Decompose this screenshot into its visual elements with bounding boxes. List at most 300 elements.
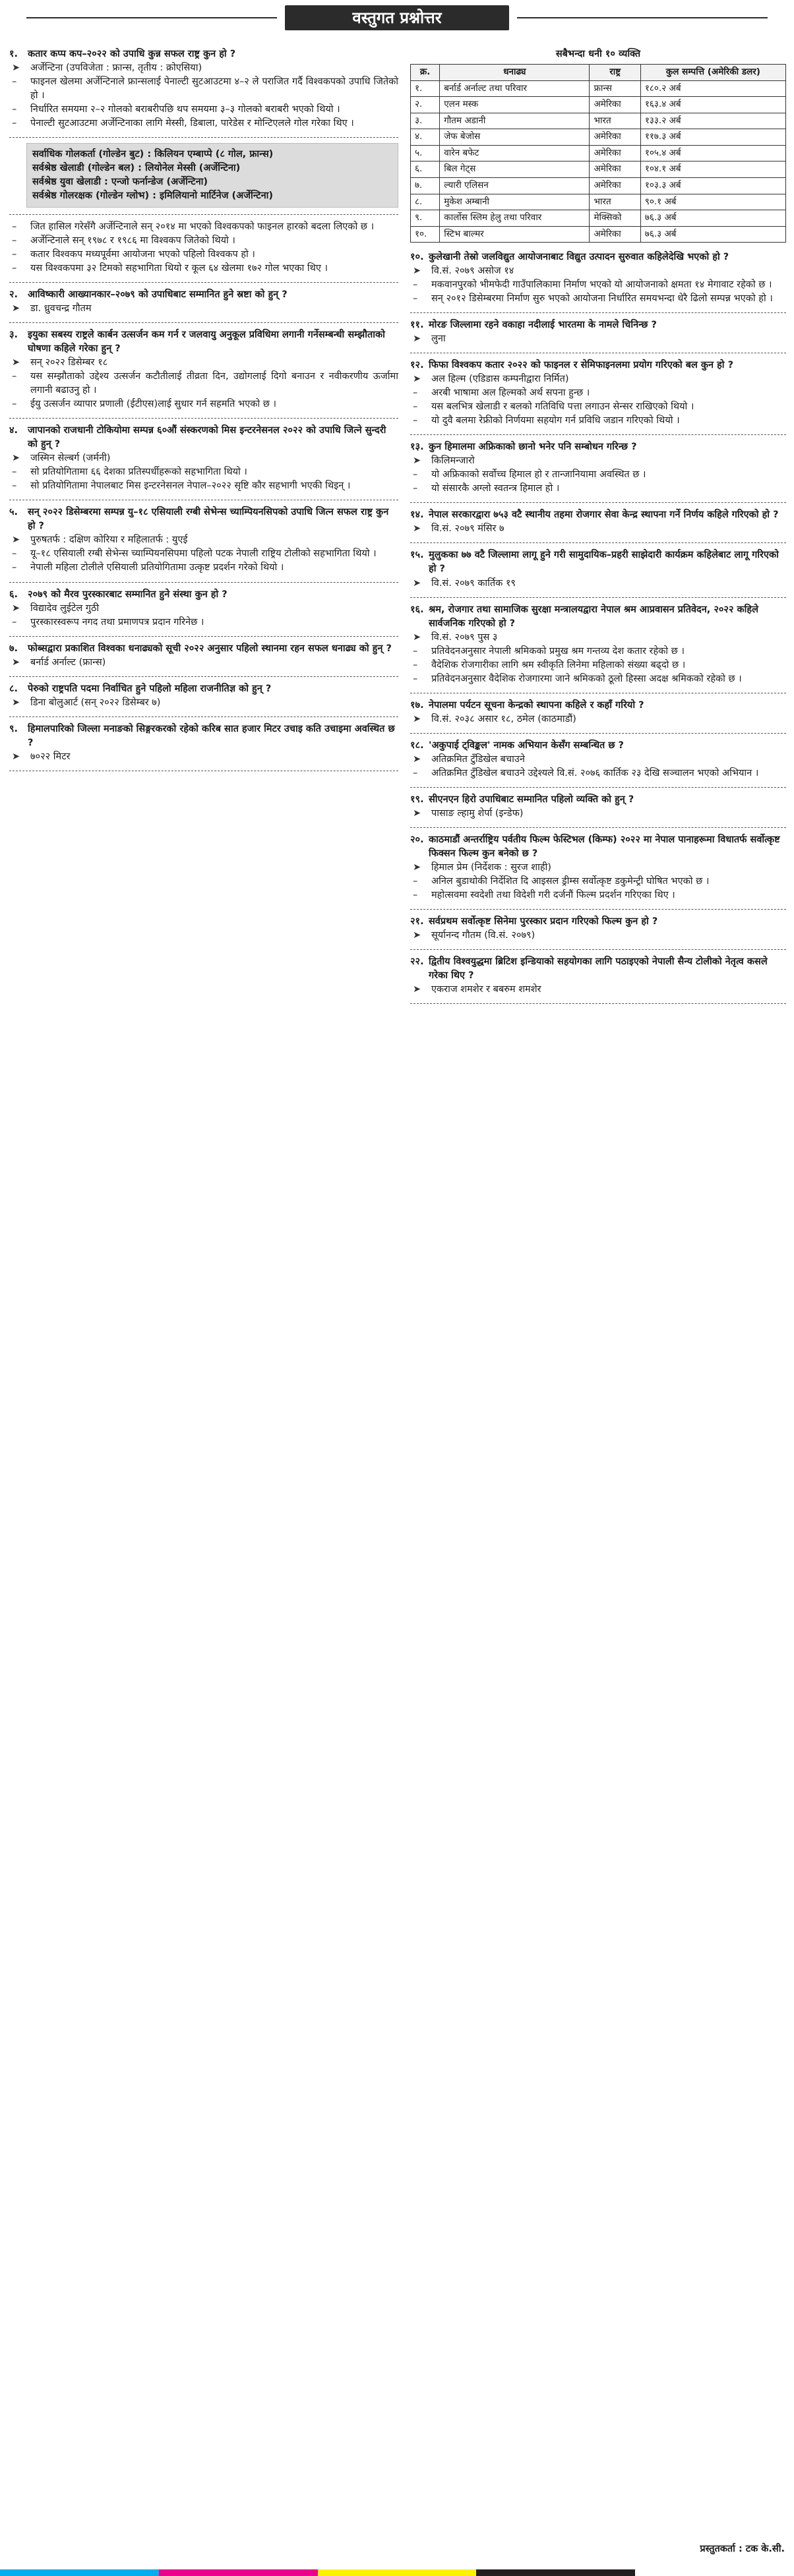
table-cell: ३. — [411, 113, 440, 129]
table-cell: १०५.४ अर्ब — [640, 145, 785, 161]
question — [9, 722, 398, 750]
bullet-text: यो दुवै बलमा रेफ्रीको निर्णयमा सहयोग गर्न प्रविधि जडान गरिएको थियो । — [431, 415, 680, 426]
table-cell: बर्नार्ड अर्नाल्ट तथा परिवार — [440, 80, 590, 97]
table-cell: अमेरिका — [590, 129, 640, 146]
question-number: १४. — [410, 510, 424, 521]
answer-text: पासाङ ल्हामु शेर्पा (इन्डेफ) — [431, 807, 524, 819]
bullet-text: कतार विश्वकप मध्यपूर्वमा आयोजना भएको पहिलो विश्वकप हो । — [30, 249, 255, 260]
bullet-icon: – — [12, 104, 17, 115]
answer-arrow-icon: ➤ — [413, 334, 421, 345]
table-cell: कार्लोस स्लिम हेलु तथा परिवार — [440, 210, 590, 227]
table-cell: बिल गेट्स — [440, 161, 590, 178]
question-number: ३. — [9, 330, 18, 341]
qa-block — [9, 143, 398, 208]
table-cell: भारत — [590, 194, 640, 210]
answer-text: किलिमन्जारो — [431, 455, 475, 467]
question — [410, 915, 786, 929]
bullet-text: फाइनल खेलमा अर्जेन्टिनाले फ्रान्सलाई पेनाल्टी सुटआउटमा ४–२ ले पराजित गर्दै विश्वकपको उपाधि जितेको हो । — [30, 76, 398, 102]
question-text: कुलेखानी तेस्रो जलविद्युत आयोजनाबाट विद्युत उत्पादन सुरुवात कहिलेदेखि भएको हो ? — [429, 252, 729, 263]
bullet-icon: – — [413, 388, 418, 399]
qa-block — [410, 833, 786, 902]
table-header: राष्ट्र — [590, 65, 640, 81]
table-row — [411, 194, 786, 210]
bullet-text: यस विश्वकपमा ३२ टिमको सहभागिता थियो र कूल ६४ खेलमा १७२ गोल भएका थिए । — [30, 263, 328, 274]
question-text: जापानको राजधानी टोकियोमा सम्पन्न ६०औं संस्करणको मिस इन्टरनेसनल २०२२ को उपाधि जित्ने सुन्दरी को हुन् ? — [28, 425, 386, 450]
table-row — [411, 177, 786, 194]
question — [410, 359, 786, 372]
page-title: वस्तुगत प्रश्नोत्तर — [285, 5, 509, 30]
answer-arrow-icon: ➤ — [12, 751, 20, 762]
bullet-icon: – — [12, 399, 17, 410]
answer — [413, 264, 786, 278]
table-cell: १०. — [411, 226, 440, 243]
bullet-icon: – — [12, 249, 17, 260]
divider — [9, 214, 398, 215]
answer-text: ७०२२ मिटर — [30, 751, 71, 762]
question — [410, 739, 786, 753]
question-text: फोब्सद्वारा प्रकाशित विश्वका धनाढ्यको सूची २०२२ अनुसार पहिलो स्थानमा रहन सफल धनाढ्य को हुन् ? — [28, 643, 392, 654]
answer — [12, 61, 398, 75]
question-number: २. — [9, 289, 18, 301]
bullet-text: यू–१८ एसियाली रग्बी सेभेन्स च्याम्पियनसिपमा पहिलो पटक नेपाली राष्ट्रिय टोलीको सहभागिता थियो । — [30, 548, 377, 560]
qa-block — [9, 424, 398, 493]
table-cell: ८. — [411, 194, 440, 210]
question — [9, 47, 398, 61]
answer-text: डिना बोलुआर्ट (सन् २०२२ डिसेम्बर ७) — [30, 697, 161, 708]
bullet-text: सन् २०१२ डिसेम्बरमा निर्माण सुरु भएको आयोजना निर्धारित समयभन्दा धेरै ढिलो सम्पन्न भएको हो । — [431, 293, 773, 305]
question — [410, 603, 786, 631]
question-text: काठमाडौं अन्तर्राष्ट्रिय पर्वतीय फिल्म फेस्टिभल (किम्फ) २०२२ मा नेपाल पानाहरूमा विधातर्फ सर्वोत्कृष्ट फिक्सन फिल्म कुन बनेको छ ? — [429, 834, 780, 859]
award-line: सर्वश्रेष्ठ खेलाडी (गोल्डेन बल) : लियोनेल मेस्सी (अर्जेन्टिना) — [32, 163, 241, 174]
question-number: ८. — [9, 683, 18, 694]
answer — [12, 696, 398, 710]
answer-arrow-icon: ➤ — [12, 357, 20, 368]
divider — [9, 418, 398, 419]
bullet-item — [12, 370, 398, 397]
question-number: ४. — [9, 425, 18, 436]
table-header: कुल सम्पत्ति (अमेरिकी डलर) — [640, 65, 785, 81]
qa-block — [410, 915, 786, 943]
table-cell: ७६.३ अर्ब — [640, 226, 785, 243]
bullet-item — [12, 465, 398, 479]
qa-block — [410, 250, 786, 306]
answer-text: हिमाल प्रेम (निर्देशक : सुरज शाही) — [431, 862, 551, 873]
answer-arrow-icon: ➤ — [413, 807, 421, 819]
question-text: पेरुको राष्ट्रपति पदमा निर्वाचित हुने पहिलो महिला राजनीतिज्ञ को हुन् ? — [28, 683, 272, 694]
bullet-text: मकवानपुरको भीमफेदी गाउँपालिकामा निर्माण भएको यो आयोजनाको क्षमता १४ मेगावाट रहेको छ । — [431, 279, 772, 291]
color-bar — [0, 2569, 794, 2576]
bullet-item — [413, 292, 786, 306]
bullet-icon: – — [413, 415, 418, 426]
answer-arrow-icon: ➤ — [413, 631, 421, 643]
divider — [9, 137, 398, 138]
qa-block — [9, 506, 398, 575]
bullet-text: निर्धारित समयमा २–२ गोलको बराबरीपछि थप समयमा ३–३ गोलको बराबरी भएको थियो । — [30, 104, 340, 115]
bullet-item — [413, 278, 786, 292]
qa-block — [9, 682, 398, 710]
table-cell: ५. — [411, 145, 440, 161]
bullet-icon: – — [12, 118, 17, 129]
table-cell: ११७.३ अर्ब — [640, 129, 785, 146]
table-cell: ७. — [411, 177, 440, 194]
bullet-text: अनिल बुडाथोकी निर्देशित दि आइसल ड्रीम्स सर्वोत्कृष्ट डकुमेन्ट्री घोषित भएको छ । — [431, 875, 710, 887]
table-cell: अमेरिका — [590, 226, 640, 243]
table-cell: २. — [411, 97, 440, 113]
table-cell: भारत — [590, 113, 640, 129]
answer — [12, 750, 398, 764]
question-number: ७. — [9, 643, 18, 654]
answer-text: सन् २०२२ डिसेम्बर १८ — [30, 357, 108, 368]
divider — [9, 636, 398, 637]
answer — [413, 753, 786, 767]
question-text: सर्वप्रथम सर्वोत्कृष्ट सिनेमा पुरस्कार प्रदान गरिएको फिल्म कुन हो ? — [429, 916, 658, 927]
qa-block — [410, 955, 786, 997]
bullet-icon: – — [413, 401, 418, 413]
answer-arrow-icon: ➤ — [413, 983, 421, 995]
table-row — [411, 113, 786, 129]
divider — [410, 949, 786, 950]
question-number: १२. — [410, 360, 424, 371]
bullet-item — [413, 889, 786, 902]
bullet-item — [413, 645, 786, 659]
bullet-text: पेनाल्टी सुटआउटमा अर्जेन्टिनाका लागि मेस्सी, डिबाला, पारेडेस र मोन्टिएलले गोल गरेका थिए । — [30, 118, 354, 129]
answer-arrow-icon: ➤ — [413, 523, 421, 535]
question — [410, 440, 786, 454]
answer-text: वि.सं. २०७९ असोज १४ — [431, 266, 514, 277]
question-number: १३. — [410, 442, 424, 453]
answer — [12, 602, 398, 616]
richest-table — [410, 64, 786, 243]
bullet-icon: – — [413, 889, 418, 900]
question-number: १६. — [410, 604, 424, 615]
table-cell: १६३.४ अर्ब — [640, 97, 785, 113]
question-number: ९. — [9, 723, 18, 734]
qa-block — [410, 359, 786, 428]
bullet-text: ईयु उत्सर्जन व्यापार प्रणाली (ईटीएस)लाई सुधार गर्न सहमति भएको छ । — [30, 399, 277, 410]
answer — [12, 302, 398, 316]
bullet-item — [413, 767, 786, 780]
answer-arrow-icon: ➤ — [12, 657, 20, 668]
answer — [413, 713, 786, 726]
banner-rule-right — [517, 17, 768, 18]
question-number: १९. — [410, 794, 424, 805]
bullet-text: यस सम्झौताको उद्देश्य उत्सर्जन कटौतीलाई तीव्रता दिन, उद्योगलाई दिगो बनाउन र नवीकरणीय ऊर्जामा लगानी बढाउनु हो । — [30, 371, 398, 396]
answer — [413, 631, 786, 645]
question-text: हिमालपारिको जिल्ला मनाङको सिङ्गरकरको रहेको करिब सात हजार मिटर उचाइ कति उचाइमा अवस्थित छ ? — [28, 723, 395, 748]
answer-text: वि.सं. २०३८ असार १८, ठमेल (काठमाडौं) — [431, 713, 576, 724]
answer-arrow-icon: ➤ — [12, 63, 20, 74]
table-cell: १०४.१ अर्ब — [640, 161, 785, 178]
answer — [413, 929, 786, 943]
answer-arrow-icon: ➤ — [413, 929, 421, 941]
bullet-icon: – — [12, 76, 17, 88]
qa-block — [9, 220, 398, 276]
bullet-icon: – — [413, 767, 418, 778]
bullet-icon: – — [12, 481, 17, 492]
bullet-icon: – — [413, 673, 418, 684]
bullet-item — [413, 414, 786, 428]
question — [9, 288, 398, 302]
table-cell: जेफ बेजोस — [440, 129, 590, 146]
bullet-text: प्रतिवेदनअनुसार नेपाली श्रमिकको प्रमुख श्रम गन्तव्य देश कतार रहेको छ । — [431, 645, 685, 657]
divider — [410, 787, 786, 788]
answer-text: वि.सं. २०७९ पुस ३ — [431, 631, 498, 643]
table-cell: १०३.३ अर्ब — [640, 177, 785, 194]
question — [9, 424, 398, 452]
qa-block — [410, 739, 786, 780]
qa-block — [9, 288, 398, 316]
bullet-icon: – — [413, 279, 418, 291]
bullet-item — [12, 561, 398, 575]
answer-arrow-icon: ➤ — [12, 535, 20, 546]
table-cell: १८०.२ अर्ब — [640, 80, 785, 97]
table-row — [411, 129, 786, 146]
answer — [12, 656, 398, 670]
bullet-item — [12, 479, 398, 493]
question-text: २०७९ को मैरव पुरस्कारबाट सम्मानित हुने संस्था कुन हो ? — [28, 589, 228, 600]
table-cell: ६. — [411, 161, 440, 178]
answer — [12, 533, 398, 547]
bullet-icon: – — [413, 469, 418, 481]
bullet-text: वैदेशिक रोजगारीका लागि श्रम स्वीकृति लिनेमा महिलाको संख्या बढ्दो छ । — [431, 659, 686, 670]
bullet-item — [12, 103, 398, 117]
question-text: मोरङ जिल्लामा रहने वकाहा नदीलाई भारतमा के नामले चिनिन्छ ? — [429, 320, 657, 331]
right-column — [410, 47, 786, 1009]
question-number: १७. — [410, 699, 424, 711]
table-header-row — [411, 65, 786, 81]
award-line: सर्वश्रेष्ठ गोलरक्षक (गोल्डेन ग्लोभ) : इमिलियानो मार्टिनेज (अर्जेन्टिना) — [32, 190, 274, 202]
table-row — [411, 226, 786, 243]
bullet-icon: – — [413, 293, 418, 305]
divider — [410, 434, 786, 435]
bullet-item — [12, 262, 398, 276]
table-cell: १३३.२ अर्ब — [640, 113, 785, 129]
left-column — [9, 47, 398, 776]
question-text: मुलुकका ७७ वटै जिल्लामा लागू हुने गरी सामुदायिक–प्रहरी साझेदारी कार्यक्रम कहिलेबाट लागू गरिएको हो ? — [429, 550, 779, 575]
qa-block — [9, 328, 398, 411]
bullet-item — [12, 248, 398, 262]
bullet-item — [12, 220, 398, 234]
table-cell: ल्यारी एलिसन — [440, 177, 590, 194]
question — [410, 955, 786, 983]
bullet-item — [12, 75, 398, 103]
question-text: 'अकुपाई ट्विङ्कल' नामक अभियान केसँग सम्बन्धित छ ? — [429, 740, 624, 751]
qa-block — [410, 793, 786, 821]
table-cell: स्टिभ बाल्मर — [440, 226, 590, 243]
question — [9, 642, 398, 656]
answer-arrow-icon: ➤ — [413, 713, 421, 724]
table-body — [411, 80, 786, 243]
bullet-icon: – — [413, 483, 418, 494]
table-cell: एलन मस्क — [440, 97, 590, 113]
bullet-text: जित हासिल गरेसँगै अर्जेन्टिनाले सन् २०१४ मा भएको विश्वकपको फाइनल हारको बदला लिएको छ । — [30, 221, 375, 233]
bullet-text: अरबी भाषामा अल हिल्मको अर्थ सपना हुन्छ । — [431, 388, 590, 399]
table-cell: अमेरिका — [590, 97, 640, 113]
bullet-item — [413, 659, 786, 672]
answer — [413, 372, 786, 386]
bullet-icon: – — [12, 371, 17, 382]
question — [410, 833, 786, 861]
answer-text: एकराज शमशेर र बबरुम शमशेर — [431, 983, 541, 995]
answer-text: विद्यादेव लुईटेल गुठी — [30, 602, 100, 614]
bullet-text: यस बलभित्र खेलाडी र बलको गतिविधि पत्ता लगाउन सेन्सर राखिएको थियो । — [431, 401, 694, 413]
answer — [12, 452, 398, 465]
bullet-icon: – — [413, 645, 418, 657]
table-cell: अमेरिका — [590, 177, 640, 194]
divider — [410, 502, 786, 503]
question-number: १. — [9, 49, 18, 59]
answer-text: अल हिल्म (एडिडास कम्पनीद्वारा निर्मित) — [431, 374, 569, 385]
qa-block — [9, 47, 398, 131]
question-text: फिफा विश्वकप कतार २०२२ को फाइनल र सेमिफाइनलमा प्रयोग गरिएको बल कुन हो ? — [429, 360, 733, 371]
question-text: श्रम, रोजगार तथा सामाजिक सुरक्षा मन्त्रालयद्वारा नेपाल श्रम आप्रवासन प्रतिवेदन, २०२२ कहिले सार्वजनिक गरिएको हो ? — [429, 604, 758, 629]
question-number: १५. — [410, 550, 424, 561]
qa-block — [410, 318, 786, 346]
answer — [12, 356, 398, 370]
bullet-text: सो प्रतियोगितामा नेपालबाट मिस इन्टरनेसनल नेपाल–२०२२ सृष्टि कौर सहभागी भएकी थिइन् । — [30, 481, 351, 492]
table-cell: १. — [411, 80, 440, 97]
table-cell: ९०.१ अर्ब — [640, 194, 785, 210]
divider — [9, 282, 398, 283]
answer-text: अर्जेन्टिना (उपविजेता : फ्रान्स, तृतीय : क्रोएसिया) — [30, 63, 202, 74]
divider — [410, 827, 786, 828]
question — [410, 250, 786, 264]
question — [410, 699, 786, 713]
answer-arrow-icon: ➤ — [413, 577, 421, 589]
bullet-item — [413, 468, 786, 482]
bullet-icon: – — [12, 263, 17, 274]
right-questions — [410, 250, 786, 1004]
bullet-text: अर्जेन्टिनाले सन् १९७८ र १९८६ मा विश्वकप जितेको थियो । — [30, 235, 235, 247]
answer — [413, 454, 786, 468]
table-row — [411, 97, 786, 113]
qa-block — [410, 508, 786, 536]
bullet-item — [413, 482, 786, 496]
award-line: सर्वश्रेष्ठ युवा खेलाडी : एन्जो फर्नान्डेज (अर्जेन्टिना) — [32, 177, 208, 188]
answer-text: लुना — [431, 334, 446, 345]
answer — [413, 983, 786, 997]
qa-block — [410, 603, 786, 686]
awards-box — [26, 143, 398, 208]
question-text: आविष्कारी आख्यानकार–२०७९ को उपाधिबाट सम्मानित हुने स्रष्टा को हुन् ? — [28, 289, 288, 301]
question-text: द्वितीय विश्वयुद्धमा ब्रिटिश इन्डियाको सहयोगका लागि पठाइएको नेपाली सैन्य टोलीको नेतृत्व कसले गरेका थिए ? — [429, 956, 768, 981]
table-cell: फ्रान्स — [590, 80, 640, 97]
question — [410, 548, 786, 576]
question-number: १८. — [410, 740, 424, 751]
table-cell: गौतम अडानी — [440, 113, 590, 129]
table-cell: मेक्सिको — [590, 210, 640, 227]
answer-arrow-icon: ➤ — [12, 697, 20, 708]
answer-text: सूर्यानन्द गौतम (वि.सं. २०७९) — [431, 929, 535, 941]
question-number: २२. — [410, 956, 424, 967]
table-header: क्र. — [411, 65, 440, 81]
table-header: धनाढ्य — [440, 65, 590, 81]
table-cell: ७६.३ अर्ब — [640, 210, 785, 227]
divider — [9, 676, 398, 677]
question — [9, 328, 398, 356]
answer-arrow-icon: ➤ — [12, 303, 20, 314]
question-number: २१. — [410, 916, 424, 927]
award-line: सर्वाधिक गोलकर्ता (गोल्डेन बुट) : किलियन एम्बाप्पे (८ गोल, फ्रान्स) — [32, 149, 274, 160]
question-text: सन् २०२२ डिसेम्बरमा सम्पन्न यु–१८ एसियाली रग्बी सेभेन्स च्याम्पियनसिपको उपाधि जित्न सफल राष्ट्र कुन हो ? — [28, 507, 389, 532]
bullet-text: अतिक्रमित टुँडिखेल बचाउने उद्देश्यले वि.सं. २०७६ कार्तिक २३ देखि सञ्चालन भएको अभियान । — [431, 767, 759, 778]
qa-block — [9, 722, 398, 764]
bullet-item — [413, 672, 786, 686]
bullet-icon: – — [12, 548, 17, 560]
bullet-icon: – — [12, 562, 17, 573]
header-banner — [0, 0, 794, 34]
bullet-icon: – — [12, 616, 17, 628]
table-row — [411, 210, 786, 227]
question — [9, 506, 398, 533]
divider — [9, 322, 398, 323]
bullet-item — [12, 397, 398, 411]
question — [9, 588, 398, 602]
answer-arrow-icon: ➤ — [413, 455, 421, 467]
question-text: नेपाल सरकारद्वारा ७५३ वटै स्थानीय तहमा रोजगार सेवा केन्द्र स्थापना गर्ने निर्णय कहिले गरिएको हो ? — [429, 510, 779, 521]
answer-text: अतिक्रमित टुँडिखेल बचाउने — [431, 753, 525, 765]
table-row — [411, 80, 786, 97]
answer — [413, 861, 786, 875]
bullet-icon: – — [12, 221, 17, 233]
bullet-text: सो प्रतियोगितामा ६६ देशका प्रतिस्पर्धीहरूको सहभागिता थियो । — [30, 467, 247, 478]
divider — [410, 542, 786, 543]
answer-text: जस्मिन सेल्बर्ग (जर्मनी) — [30, 453, 111, 464]
table-cell: मुकेश अम्बानी — [440, 194, 590, 210]
question-text: नेपालमा पर्यटन सूचना केन्द्रको स्थापना कहिले र कहाँ गरियो ? — [429, 699, 644, 711]
table-caption: सबैभन्दा धनी १० व्यक्ति — [555, 49, 641, 59]
bullet-icon: – — [12, 467, 17, 478]
qa-block — [410, 699, 786, 726]
bullet-item — [413, 875, 786, 889]
question-text: कुन हिमालमा अफ्रिकाको छानो भनेर पनि सम्बोधन गरिन्छ ? — [429, 442, 637, 453]
answer-arrow-icon: ➤ — [12, 453, 20, 464]
question — [410, 793, 786, 807]
question — [410, 318, 786, 332]
bullet-text: यो संसारकै अग्लो स्वतन्त्र हिमाल हो । — [431, 483, 560, 494]
divider — [9, 582, 398, 583]
qa-block — [9, 588, 398, 629]
answer — [413, 522, 786, 536]
bullet-item — [12, 234, 398, 248]
question-text: सीएनएन हिरो उपाधिबाट सम्मानित पहिलो व्यक्ति को हुन् ? — [429, 794, 634, 805]
divider — [410, 312, 786, 313]
question-number: २०. — [410, 834, 424, 845]
bullet-item — [12, 117, 398, 131]
banner-rule-left — [26, 17, 277, 18]
question-number: १०. — [410, 252, 424, 263]
bullet-text: यो अफ्रिकाको सर्वोच्च हिमाल हो र तान्जानियामा अवस्थित छ । — [431, 469, 646, 481]
question — [410, 508, 786, 522]
table-cell: वारेन बफेट — [440, 145, 590, 161]
bullet-icon: – — [413, 659, 418, 670]
question — [9, 682, 398, 696]
answer-text: वि.सं. २०७९ मंसिर ७ — [431, 523, 504, 535]
table-cell: अमेरिका — [590, 161, 640, 178]
question-number: ६. — [9, 589, 18, 600]
table-row — [411, 145, 786, 161]
answer-arrow-icon: ➤ — [12, 602, 20, 614]
answer-text: बर्नार्ड अर्नाल्ट (फ्रान्स) — [30, 657, 106, 668]
divider — [410, 909, 786, 910]
bullet-icon: – — [12, 235, 17, 247]
answer-arrow-icon: ➤ — [413, 374, 421, 385]
answer — [413, 332, 786, 346]
bullet-text: प्रतिवेदनअनुसार वैदेशिक रोजगारमा जाने श्रमिकको ठूलो हिस्सा अदक्ष श्रमिकको रहेको छ । — [431, 673, 742, 684]
answer-arrow-icon: ➤ — [413, 753, 421, 765]
question-text: इयुका सबस्य राष्ट्रले कार्बन उत्सर्जन कम गर्न र जलवायु अनुकूल प्रविधिमा लगानी गर्नेसम्बन्धी सम्झौताको घोषणा कहिले गरेका हुन् ? — [28, 330, 385, 355]
table-cell: ४. — [411, 129, 440, 146]
